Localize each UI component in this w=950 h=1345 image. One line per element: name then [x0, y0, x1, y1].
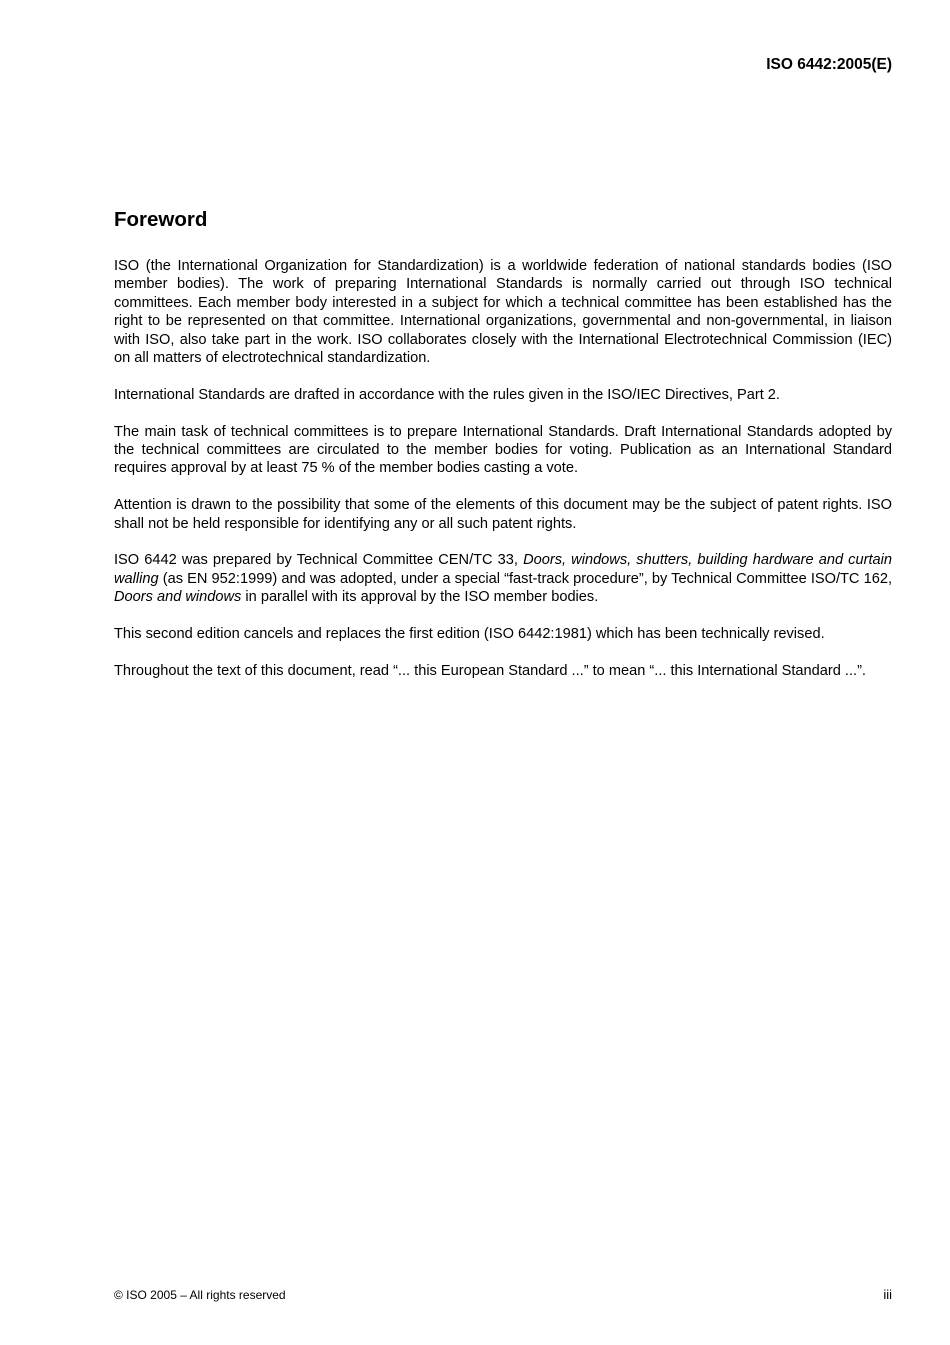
- foreword-paragraph-3: The main task of technical committees is to prepare International Standards. Draft International Standards adopted by the technical committees are circulated to the member bodies for voting. Publication as an International Standard requires approval by at least 75 % of the member bodies casting a vote.: [114, 423, 892, 477]
- document-id-header: ISO 6442:2005(E): [766, 56, 892, 73]
- copyright-notice: © ISO 2005 – All rights reserved: [114, 1288, 286, 1302]
- p5-text-3: in parallel with its approval by the ISO member bodies.: [241, 589, 599, 606]
- foreword-paragraph-6: This second edition cancels and replaces the first edition (ISO 6442:1981) which has been technically revised.: [114, 626, 825, 643]
- foreword-title: Foreword: [114, 208, 208, 231]
- foreword-paragraph-5: [114, 551, 892, 606]
- foreword-paragraph-4: Attention is drawn to the possibility that some of the elements of this document may be the subject of patent rights. ISO shall not be held responsible for identifying any or all such patent rights.: [114, 497, 892, 532]
- foreword-paragraph-7: Throughout the text of this document, read “... this European Standard ...” to mean “... this International Standard ...”.: [114, 662, 866, 679]
- p5-text-1: ISO 6442 was prepared by Technical Committee CEN/TC 33,: [114, 552, 524, 569]
- p5-committee-title: Doors, windows, shutters, building hardware and curtain walling: [114, 552, 892, 587]
- foreword-section: [114, 208, 892, 699]
- p5-text-2: (as EN 952:1999) and was adopted, under a special “fast-track procedure”, by Technical Committee ISO/TC 162,: [158, 570, 892, 587]
- p5-iso-committee-title: Doors and windows: [114, 589, 242, 606]
- foreword-paragraph-2: International Standards are drafted in accordance with the rules given in the ISO/IEC Directives, Part 2.: [114, 386, 780, 403]
- page-number: iii: [883, 1287, 892, 1302]
- foreword-paragraph-1: ISO (the International Organization for Standardization) is a worldwide federation of national standards bodies (ISO member bodies). The work of preparing International Standards is normally carried out through ISO technical committees. Each member body interested in a subject for which a technical committee has been established has the right to be represented on that committee. International organizations, governmental and non-governmental, in liaison with ISO, also take part in the work. ISO collaborates closely with the International Electrotechnical Commission (IEC) on all matters of electrotechnical standardization.: [114, 258, 892, 367]
